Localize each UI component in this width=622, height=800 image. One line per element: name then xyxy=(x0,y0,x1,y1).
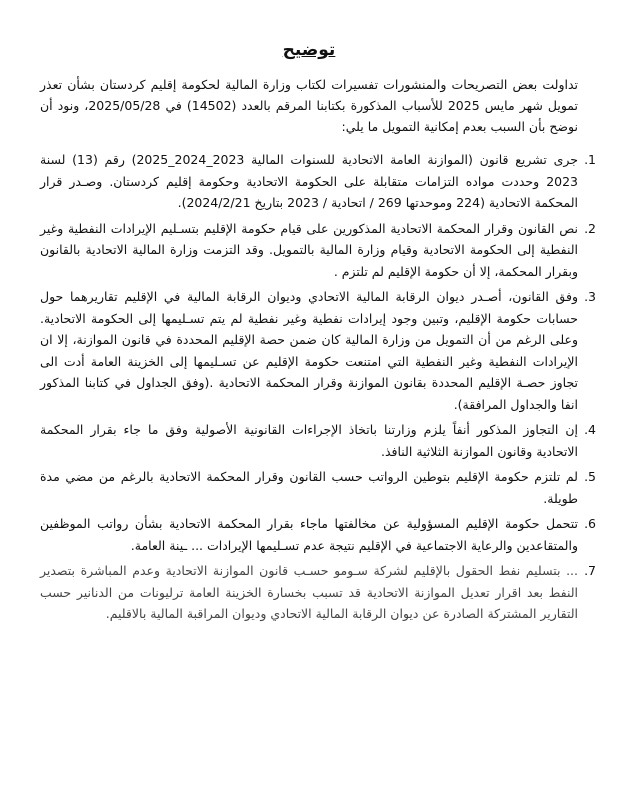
item-number: 3. xyxy=(584,289,596,304)
list-item xyxy=(40,149,596,214)
item-number: 2. xyxy=(584,220,596,236)
item-number: 1. xyxy=(584,152,596,167)
list-item xyxy=(40,513,596,556)
list-item xyxy=(40,466,596,509)
item-number: 7. xyxy=(584,563,596,578)
list-item xyxy=(40,286,596,415)
page-title: توضيح xyxy=(282,40,336,60)
list-item xyxy=(40,560,596,625)
item-text: ... بتسليم نفط الحقول بالإقليم لشركة سـومو حسـب قانون الموازنة الاتحادية وعدم المباشرة بتصدير النفط بعد اقرار تعديل الموازنة الاتحادية قد تسبب بخسارة الخزينة العامة ترليونات من الدنانير حسب التقارير المشتركة الصادرة عن ديوان الرقابة المالية الاتحادي وديوان المراقبة المالية بالاقليم. xyxy=(40,563,578,621)
list-item xyxy=(40,218,596,283)
item-number: 6. xyxy=(584,516,596,531)
list-item xyxy=(40,419,596,462)
item-text: لم تلتزم حكومة الإقليم بتوطين الرواتب حسب القانون وقرار المحكمة الاتحادية بالرغم من مضي مدة طويلة. xyxy=(40,469,578,506)
points-list xyxy=(40,149,596,625)
item-number: 4. xyxy=(584,422,596,437)
intro-paragraph: تداولت بعض التصريحات والمنشورات تفسيرات لكتاب وزارة المالية لحكومة إقليم كردستان بشأن تعذر تمويل شهر مايس 2025 للأسباب المذكورة بكتابنا المرقم بالعدد (14502) في 2025/05/28، ونود أن نوضح بأن السبب بعدم إمكانية التمويل ما يلي: xyxy=(40,77,578,134)
item-text: إن التجاوز المذكور أنفاً يلزم وزارتنا باتخاذ الإجراءات القانونية الأصولية وفق ما جاء بقرار المحكمة الاتحادية وقانون الموازنة الثلاثية النافذ. xyxy=(40,422,578,459)
item-text: تتحمل حكومة الإقليم المسؤولية عن مخالفتها ماجاء بقرار المحكمة الاتحادية بشأن رواتب الموظفين والمتقاعدين والرعاية الاجتماعية في الإقليم نتيجة عدم تسـليمها الإيرادات ... ـينة العامة. xyxy=(40,516,578,553)
item-text: جرى تشريع قانون (الموازنة العامة الاتحادية للسنوات المالية 2023_2024_2025) رقم (13) لسنة 2023 وحددت مواده التزامات متقابلة على الحكومة الاتحادية وحكومة إقليم كردستان. وصـدر قرار المحكمة الاتحادية (224 وموحدتها 269 / اتحادية / 2023 بتاريخ 2024/2/21). xyxy=(40,152,578,210)
item-number: 5. xyxy=(584,469,596,484)
item-text: نص القانون وقرار المحكمة الاتحادية المذكورين على قيام حكومة الإقليم بتسـليم الإيرادات النفطية وغير النفطية إلى الحكومة الاتحادية وقيام وزارة المالية بالتمويل. وقد التزمت وزارة المالية الاتحادية بالقانون وبقرار المحكمة، إلا أن حكومة الإقليم لم تلتزم . xyxy=(40,220,578,279)
item-text: وفق القانون، أصـدر ديوان الرقابة المالية الاتحادي وديوان الرقابة المالية في الإقليم تقاريرهما حول حسابات حكومة الإقليم، وتبين وجود إيرادات نفطية وغير نفطية لم يتم تسـليمها إلى الحكومة الاتحادية. وعلى الرغم من أن التمويل من وزارة المالية كان ضمن حصة الإقليم المحددة في قانون الموازنة، إلا ان الإيرادات النفطية وغير النفطية التي امتنعت حكومة الإقليم عن تسـليمها إلى الخزينة العامة أدت الى تجاوز حصـة الإقليم المحددة بقانون الموازنة وقرار المحكمة الاتحادية .(وفق الجداول في كتابنا المذكور انفا والجداول المرافقة). xyxy=(40,289,578,412)
